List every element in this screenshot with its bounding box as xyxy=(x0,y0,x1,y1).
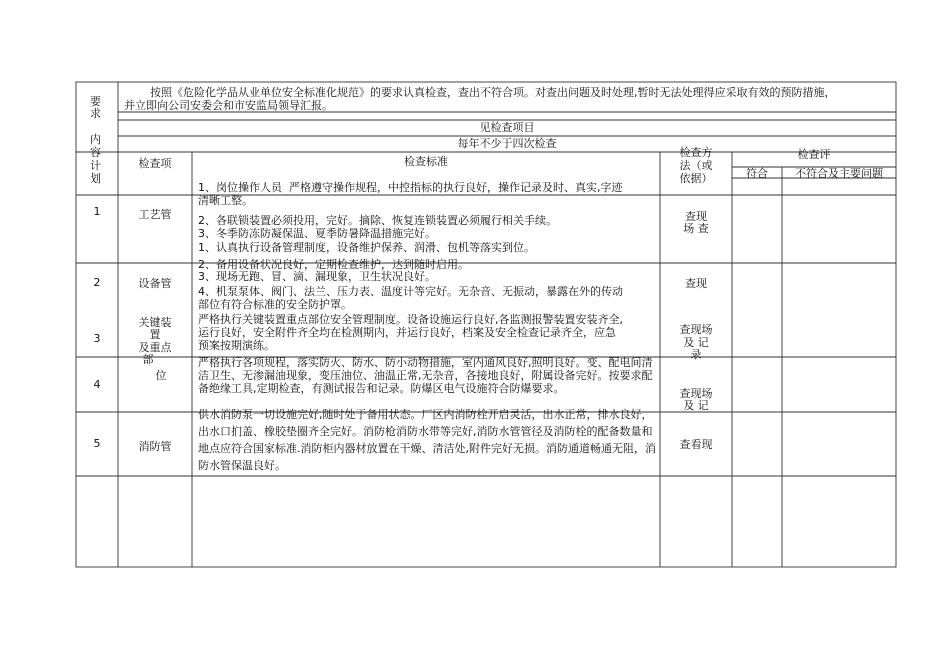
row-5-number: 5 xyxy=(93,437,101,450)
row-2-standard-line-1: 1、认真执行设备管理制度，设备维护保养、润滑、包机等落实到位。 xyxy=(198,241,535,254)
requirement-line-2: 并立即向公司安委会和市安监局领导汇报。 xyxy=(124,99,333,112)
row-1-number: 1 xyxy=(93,205,101,218)
row-2-item: 设备管 xyxy=(138,277,172,290)
row-4-item: 位 xyxy=(155,369,167,382)
row-2-standard-line-2: 2、备用设备状况良好，定期检查维护，达到随时启用。 xyxy=(198,258,469,271)
row-4-method-1: 查现场 xyxy=(679,387,713,400)
row-3-item-4: 部 xyxy=(142,353,154,366)
row-2-standard-line-4: 4、机泵泵体、阀门、法兰、压力表、温度计等完好。无杂音、无振动，暴露在外的传动 xyxy=(198,285,623,298)
side-label-requirement-1: 要 xyxy=(90,95,101,108)
row-3-method-3: 录 xyxy=(690,348,702,361)
row-1-standard-line-4: 3、冬季防冻防凝保温、夏季防暑降温措施完好。 xyxy=(198,227,436,240)
row-3-standard-line-3: 预案按期演练。 xyxy=(198,339,275,352)
side-label-plan-4: 划 xyxy=(90,172,101,185)
row-3-standard-line-1: 严格执行关键装置重点部位安全管理制度。设备设施运行良好,各监测报警装置安装齐全, xyxy=(198,313,623,326)
side-label-plan-2: 容 xyxy=(90,146,101,159)
row-5-standard-line-3: 地点应符合国家标准.消防柜内器材放置在干燥、清洁处,附件完好无损。消防通道畅通无阻，消 xyxy=(198,442,656,455)
row-4-method-2: 及 记 xyxy=(683,399,709,412)
row-5-item: 消防管 xyxy=(138,440,172,453)
row-2-number: 2 xyxy=(93,276,101,289)
side-label-requirement-2: 求 xyxy=(90,107,101,120)
row-4-standard-line-2: 洁卫生、无渗漏油现象，变压油位、油温正常,无杂音，各接地良好，附属设备完好。按要求配 xyxy=(198,369,653,382)
row-1-method-1: 查现 xyxy=(685,210,707,223)
side-label-plan-3: 计 xyxy=(90,159,101,172)
row-2-standard-line-3: 3、现场无跑、冒、滴、漏现象，卫生状况良好。 xyxy=(198,270,436,283)
row-3-item-2: 置 xyxy=(149,328,161,341)
row-5-standard-line-1: 供水消防泵一切设施完好,随时处于备用状态。厂区内消防栓开启灵活，出水正常，排水良好， xyxy=(198,408,653,421)
header-conform: 符合 xyxy=(746,167,768,180)
row-1-standard-line-2: 清晰工整。 xyxy=(198,194,253,207)
header-method-2: 法（或 xyxy=(679,159,713,172)
row-1-standard-line-3: 2、各联锁装置必须投用，完好。摘除、恢复连锁装置必须履行相关手续。 xyxy=(198,214,557,227)
header-item: 检查项 xyxy=(138,157,172,170)
row-4-number: 4 xyxy=(93,378,101,391)
requirement-line-1: 按照《危险化学品从业单位安全标准化规范》的要求认真检查，查出不符合项。对查出问题及时处理,暂时无法处理得应采取有效的预防措施， xyxy=(150,86,836,99)
row-5-standard-line-4: 防水管保温良好。 xyxy=(198,459,286,472)
check-frequency: 每年不少于四次检查 xyxy=(457,137,557,150)
items-reference: 见检查项目 xyxy=(479,121,535,134)
row-2-method-1: 查现 xyxy=(685,277,707,290)
header-method-1: 检查方 xyxy=(679,146,713,159)
row-3-method-1: 查现场 xyxy=(679,323,713,336)
row-3-standard-line-2: 运行良好，安全附件齐全均在检测期内，并运行良好，档案及安全检查记录齐全，应急 xyxy=(198,326,616,339)
row-1-method-2: 场 查 xyxy=(683,222,709,235)
header-standard: 检查标准 xyxy=(404,155,448,168)
row-3-number: 3 xyxy=(93,332,101,345)
header-method-3: 依据） xyxy=(679,172,713,185)
row-4-standard-line-1: 严格执行各项规程，落实防火、防水、防小动物措施，室内通风良好,照明良好。变、配电间清 xyxy=(198,356,653,369)
row-1-standard-line-1: 1、岗位操作人员 严格遵守操作规程，中控指标的执行良好，操作记录及时、真实,字迹 xyxy=(198,181,623,194)
row-3-item-3: 及重点 xyxy=(138,341,172,354)
row-4-standard-line-3: 备绝缘工具,定期检查，有测试报告和记录。防爆区电气设施符合防爆要求。 xyxy=(198,382,565,395)
side-label-plan-1: 内 xyxy=(90,133,101,146)
row-5-standard-line-2: 出水口扪盖、橡胶垫圈齐全完好。消防枪消防水带等完好,消防水管管径及消防栓的配备数量和 xyxy=(198,425,653,438)
row-3-method-2: 及 记 xyxy=(683,336,709,349)
header-nonconform: 不符合及主要问题 xyxy=(795,167,883,180)
row-5-method-1: 查看现 xyxy=(679,438,713,451)
row-3-item-1: 关键装 xyxy=(138,316,172,329)
row-1-item: 工艺管 xyxy=(138,208,172,221)
header-evaluation: 检查评 xyxy=(797,148,831,161)
row-2-standard-line-5: 部位有符合标准的安全防护罩。 xyxy=(198,298,352,311)
